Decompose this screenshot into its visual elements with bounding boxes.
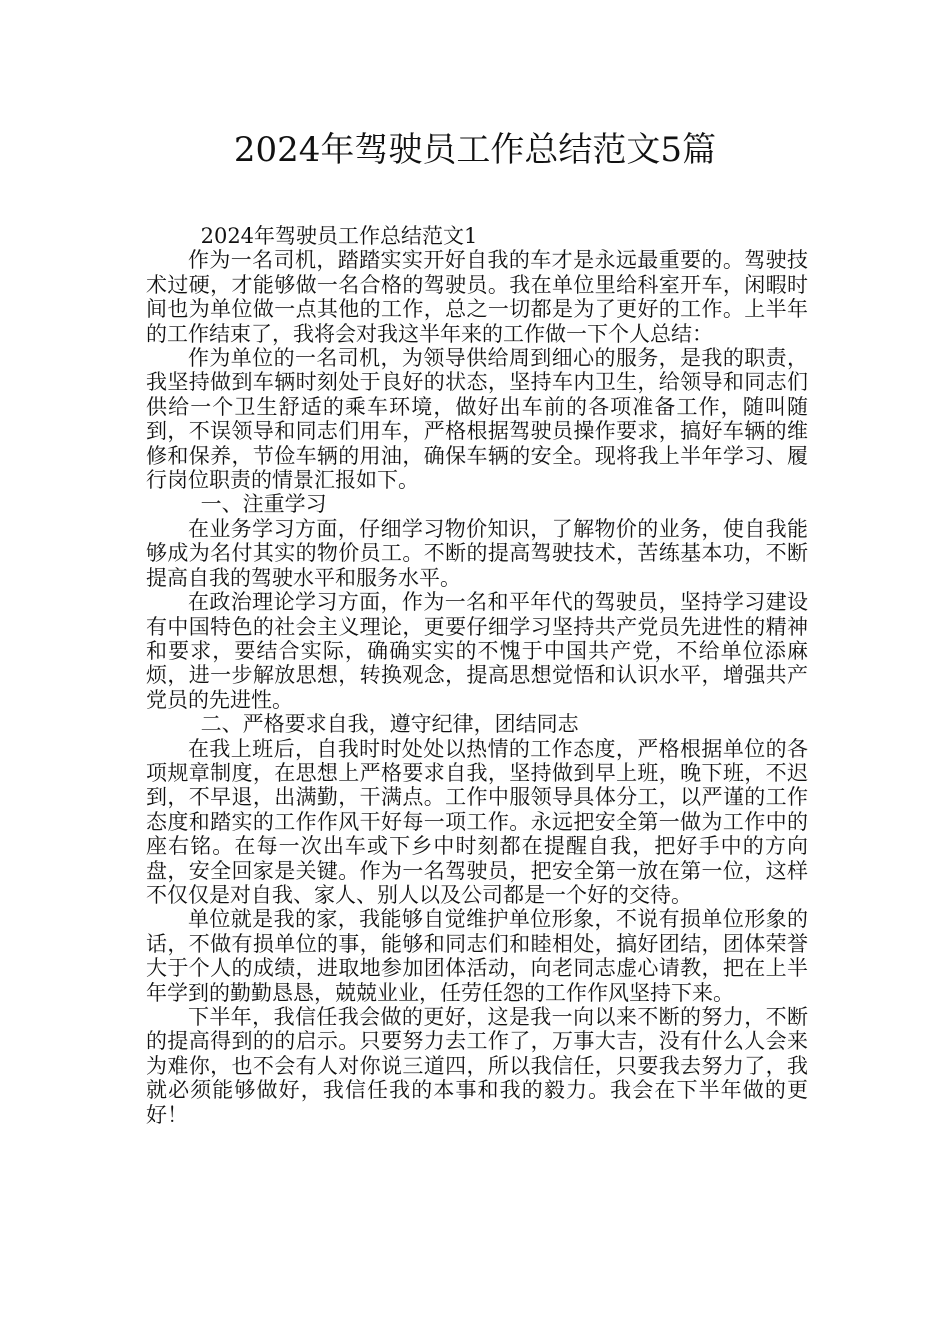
paragraph: 在业务学习方面，仔细学习物价知识，了解物价的业务，使自我能够成为名付其实的物价员工。不断的提高驾驶技术，苦练基本功，不断提高自我的驾驶水平和服务水平。	[146, 516, 808, 590]
document-title: 2024年驾驶员工作总结范文5篇	[233, 130, 717, 170]
paragraph: 作为单位的一名司机，为领导供给周到细心的服务，是我的职责，我坚持做到车辆时刻处于良好的状态，坚持车内卫生，给领导和同志们供给一个卫生舒适的乘车环境，做好出车前的各项准备工作，随叫随到，不误领导和同志们用车，严格根据驾驶员操作要求，搞好车辆的维修和保养，节俭车辆的用油，确保车辆的安全。现将我上半年学习、履行岗位职责的情景汇报如下。	[146, 346, 808, 493]
paragraph: 在我上班后，自我时时处处以热情的工作态度，严格根据单位的各项规章制度，在思想上严格要求自我，坚持做到早上班，晚下班，不迟到，不早退，出满勤，干满点。工作中服领导具体分工，以严谨的工作态度和踏实的工作作风干好每一项工作。永远把安全第一做为工作中的座右铭。在每一次出车或下乡中时刻都在提醒自我，把好手中的方向盘，安全回家是关键。作为一名驾驶员，把安全第一放在第一位，这样不仅仅是对自我、家人、别人以及公司都是一个好的交待。	[146, 736, 808, 907]
paragraph: 单位就是我的家，我能够自觉维护单位形象，不说有损单位形象的话，不做有损单位的事，能够和同志们和睦相处，搞好团结，团体荣誉大于个人的成绩，进取地参加团体活动，向老同志虚心请教，把在上半年学到的勤勤恳恳，兢兢业业，任劳任怨的工作作风坚持下来。	[146, 907, 808, 1005]
section-heading-study: 一、注重学习	[200, 492, 327, 517]
paragraph: 作为一名司机，踏踏实实开好自我的车才是永远最重要的。驾驶技术过硬，才能够做一名合格的驾驶员。我在单位里给科室开车，闲暇时间也为单位做一点其他的工作，总之一切都是为了更好的工作。上半年的工作结束了，我将会对我这半年来的工作做一下个人总结：	[146, 248, 808, 346]
section-heading-essay-1: 2024年驾驶员工作总结范文1	[200, 224, 478, 248]
document-body	[146, 224, 808, 1127]
section-heading-discipline: 二、严格要求自我，遵守纪律，团结同志	[200, 712, 579, 737]
paragraph: 下半年，我信任我会做的更好，这是我一向以来不断的努力，不断的提高得到的的启示。只要努力去工作了，万事大吉，没有什么人会来为难你，也不会有人对你说三道四，所以我信任，只要我去努力了，我就必须能够做好，我信任我的本事和我的毅力。我会在下半年做的更好！	[146, 1005, 808, 1127]
paragraph: 在政治理论学习方面，作为一名和平年代的驾驶员，坚持学习建设有中国特色的社会主义理论，更要仔细学习坚持共产党员先进性的精神和要求，要结合实际，确确实实的不愧于中国共产党，不给单位添麻烦，进一步解放思想，转换观念，提高思想觉悟和认识水平，增强共产党员的先进性。	[146, 590, 808, 712]
